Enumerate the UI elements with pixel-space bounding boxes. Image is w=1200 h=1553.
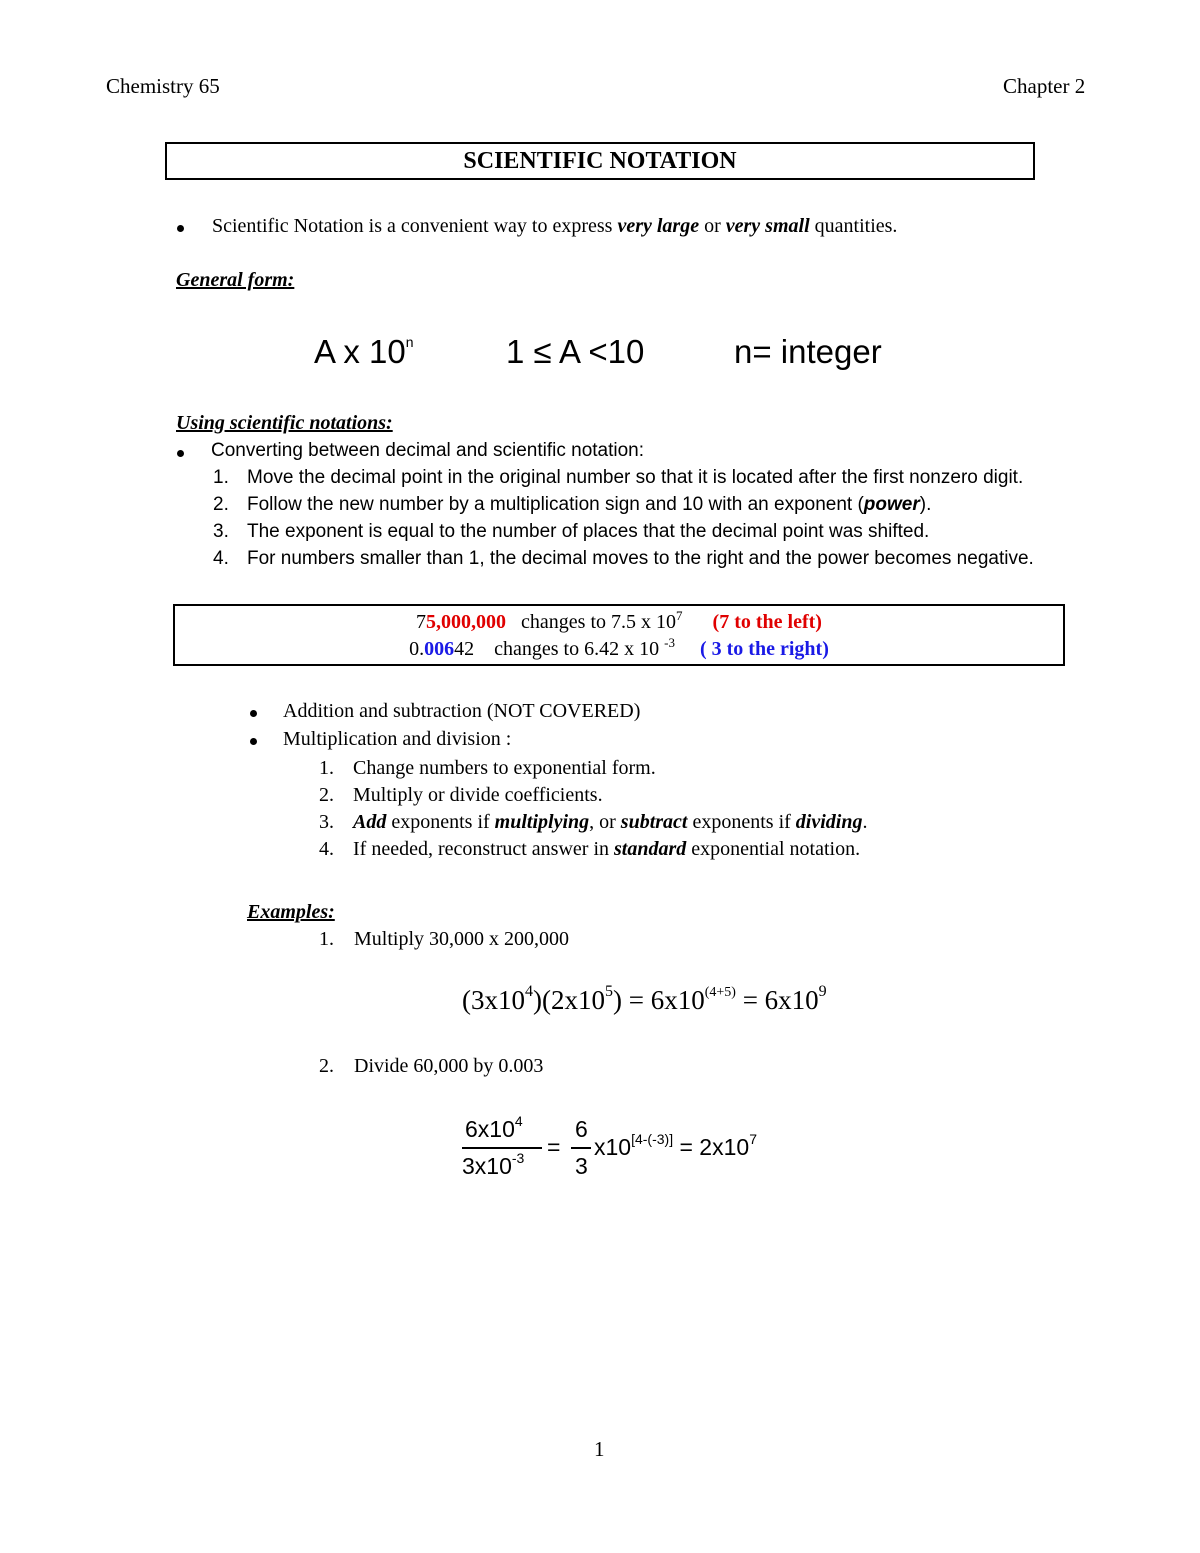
coefficient-numerator: 6 (575, 1116, 588, 1142)
step-number: 2. (319, 784, 334, 806)
multiply-divide-bullet: Multiplication and division : (283, 728, 512, 750)
op-step-4: If needed, reconstruct answer in standard exponential notation. (353, 838, 861, 860)
fraction-bar (462, 1147, 542, 1149)
convert-step-2: Follow the new number by a multiplication sign and 10 with an exponent (power). (247, 494, 932, 515)
fraction-denominator: $3x10^{-3}$ (462, 1150, 525, 1179)
general-form-expression: A x 10$^n$ (314, 333, 414, 370)
conversion-example-large: 75,000,000 changes to 7.5 x $10^7$ (7 to the left) (416, 608, 822, 633)
coefficient-denominator: 3 (575, 1153, 588, 1179)
example-1-prompt: Multiply 30,000 x 200,000 (354, 928, 570, 950)
step-number: 1. (213, 467, 229, 488)
bullet-icon (177, 450, 184, 457)
fraction-numerator: $6x10^4$ (465, 1113, 523, 1142)
step-number: 2. (319, 1055, 334, 1077)
page-number: 1 (594, 1437, 605, 1461)
using-heading: Using scientific notations: (176, 412, 393, 434)
bullet-icon (250, 738, 257, 745)
bullet-icon (250, 710, 257, 717)
general-form-heading: General form: (176, 269, 295, 291)
convert-step-3: The exponent is equal to the number of places that the decimal point was shifted. (247, 521, 930, 542)
intro-text: Scientific Notation is a convenient way to express very large or very small quantities. (212, 215, 898, 237)
step-number: 2. (213, 494, 229, 515)
step-number: 4. (319, 838, 334, 860)
step-number: 1. (319, 928, 334, 950)
fraction-bar (571, 1147, 591, 1149)
op-step-1: Change numbers to exponential form. (353, 757, 656, 779)
step-number: 1. (319, 757, 334, 779)
step-number: 3. (213, 521, 229, 542)
equals-sign: = (547, 1134, 561, 1160)
page-title: SCIENTIFIC NOTATION (165, 142, 1035, 180)
examples-heading: Examples: (247, 901, 335, 923)
bullet-icon (177, 225, 184, 232)
converting-bullet: Converting between decimal and scientific notation: (211, 440, 645, 461)
exponent-definition: n= integer (734, 333, 882, 370)
conversion-example-small: 0.00642 changes to 6.42 x 10 $^{-3}$ ( 3 to the right) (409, 635, 829, 660)
op-step-3: Add exponents if multiplying, or subtract exponents if dividing. (353, 811, 868, 833)
chapter-label: Chapter 2 (1003, 74, 1086, 98)
add-subtract-bullet: Addition and subtraction (NOT COVERED) (283, 700, 641, 722)
example-2-prompt: Divide 60,000 by 0.003 (354, 1055, 544, 1077)
step-number: 4. (213, 548, 229, 569)
coefficient-range: 1 ≤ A <10 (506, 333, 645, 370)
step-number: 3. (319, 811, 334, 833)
op-step-2: Multiply or divide coefficients. (353, 784, 603, 806)
convert-step-1: Move the decimal point in the original number so that it is located after the first nonzero digit. (247, 467, 1024, 488)
conversion-example-box (173, 604, 1065, 666)
course-name: Chemistry 65 (106, 74, 220, 98)
example-2-result: $x10[4-(-3)] = 2x10^7$ (594, 1131, 757, 1160)
example-1-equation: $(3x10^4)(2x10^5) = 6x10^{(4+5)} = 6x10^9$ (462, 983, 827, 1015)
convert-step-4: For numbers smaller than 1, the decimal moves to the right and the power becomes negative. (247, 548, 1034, 569)
